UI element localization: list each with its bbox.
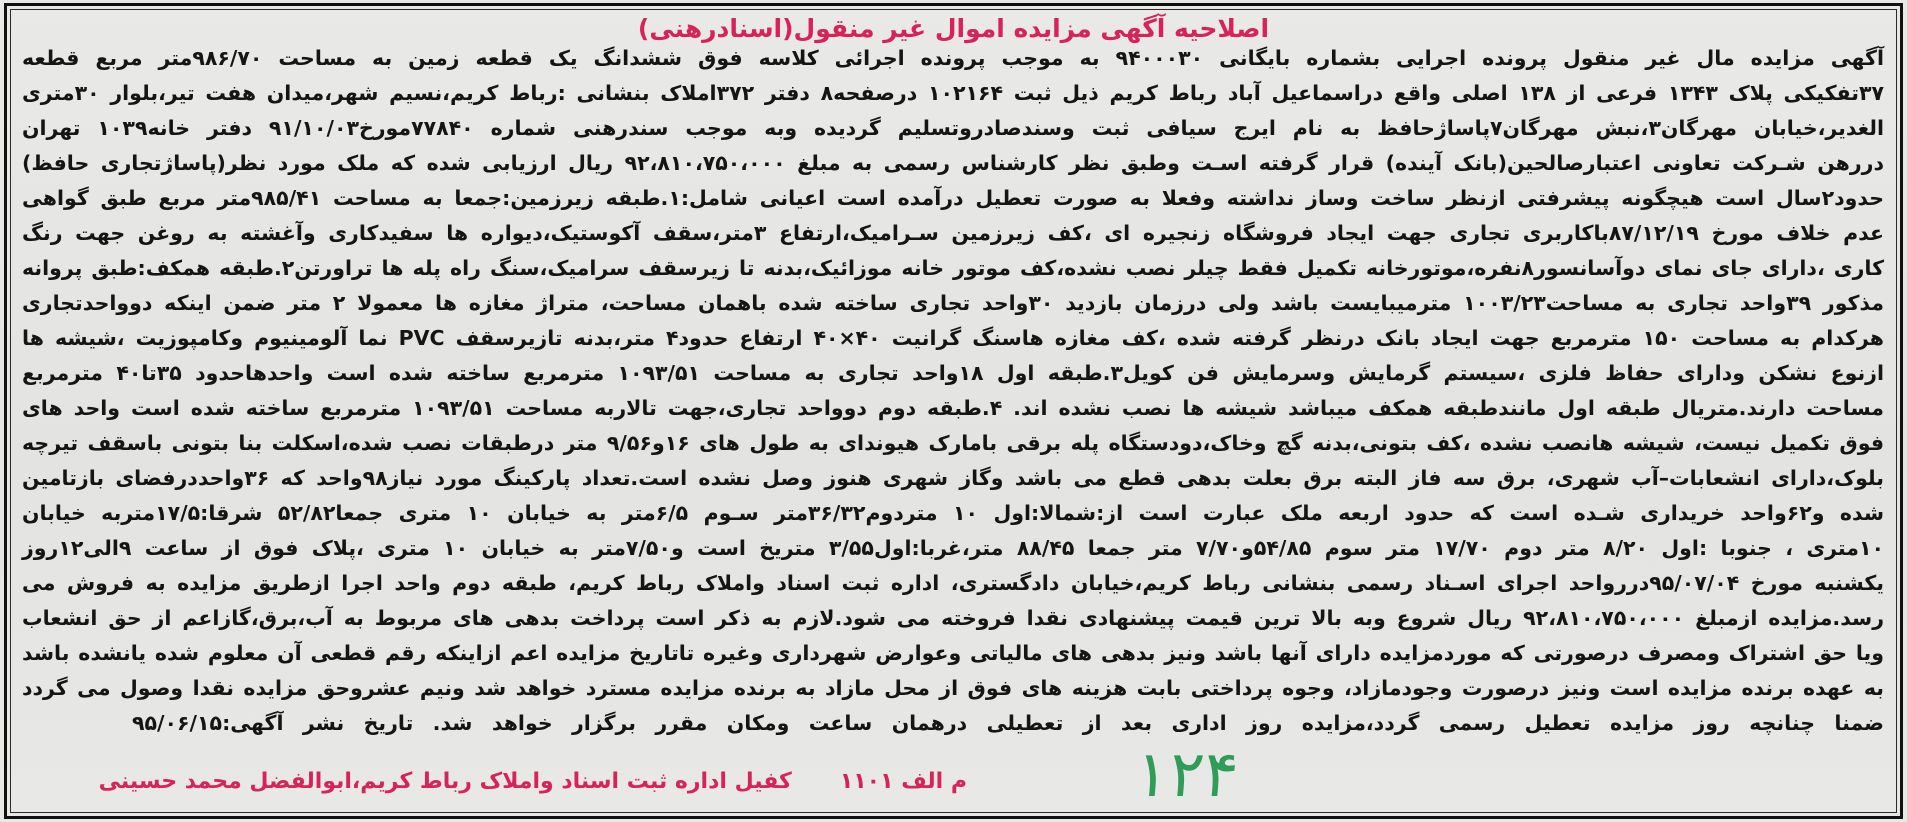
notice-line: هرکدام به مساحت ۱۵۰ مترمربع جهت ایجاد بانک درنظر گرفته شده ،کف مغازه هاسنگ گرانیت ۴۰×۴۰ ارتفاع حدود۴ متر،بدنه تازیرسقف PVC نما آلومینیوم وکامپوزیت ،شیشه ها	[22, 326, 1884, 350]
notice-line: ۱۰متری ، جنوبا :اول ۸/۲۰ متر دوم ۱۷/۷۰ متر سوم ۵۴/۸۵و۷/۷۰ متر جمعا ۸۸/۴۵ متر،غربا:اول۳/۵۵ متریخ است و۷/۵۰متر به خیابان ۱۰ متری ،پلاک فوق از ساعت ۹الی۱۲روز	[22, 536, 1885, 560]
notice-line: ویا حق اشتراک ومصرف درصورتی که موردمزایده دارای آنها باشد ونیز بدهی های مالیاتی وعوارض شهرداری وغیره تاتاریخ مزایده اعم ازاینکه رقم قطعی آن معلوم شده یانشده باشد	[22, 641, 1884, 665]
notice-body	[22, 41, 1884, 741]
notice-line: رسد.مزایده ازمبلغ ۹۲،۸۱۰،۷۵۰،۰۰۰ ریال شروع وبه بالا ترین قیمت پیشنهادی نقدا فروخته می شود.لازم به ذکر است پرداخت بدهی های مربوط به آب،برق،گازاعم از حق انشعاب	[22, 606, 1884, 630]
notice-line: فوق تکمیل نیست، شیشه هانصب نشده ،کف بتونی،بدنه گچ وخاک،دودستگاه پله برقی بامارک هیوندای به طول های ۱۶و۹/۵۶ متر درطبقات نصب شده،اسکلت بنا بتونی باسقف تیرچه	[22, 431, 1884, 455]
notice-title: اصلاحیه آگهی مزایده اموال غیر منقول(اسنادرهنی)	[637, 14, 1270, 43]
notice-line: شده و۶۲واحد خریداری شـده است که حدود اربعه ملک عبارت است از:شمالا:اول ۱۰ متردوم۳۶/۳۲متر سـوم ۶/۵متر به خیابان ۱۰ متری جمعا۵۲/۸۲ شرقا:۱۷/۵متربه خیابان	[22, 501, 1885, 525]
notice-line: دررهن شـرکت تعاونی اعتبارصالحین(بانک آینده) قرار گرفته اسـت وطبق نظر کارشناس رسمی به مبلغ ۹۲،۸۱۰،۷۵۰،۰۰۰ ریال ارزیابی شده که ملک مورد نظر(پاساژتجاری حافظ)	[22, 151, 1884, 175]
notice-line: ضمنا چنانچه روز مزایده تعطیل رسمی گردد،مزایده روز اداری بعد از تعطیلی درهمان ساعت ومکان مقرر برگزار خواهد شد. تاریخ نشر آگهی:۹۵/۰۶/۱۵	[132, 711, 1884, 735]
notice-reference-number: م الف ۱۱۰۱	[839, 769, 967, 794]
notice-line: مذکور ۳۹واحد تجاری به مساحت۱۰۰۳/۲۳ مترمیبایست باشد ولی درزمان بازدید ۳۰واحد تجاری ساخته شده باهمان مساحت، متراژ مغازه ها معمولا ۲ متر ضمن اینکه دوواحدتجاری	[22, 291, 1884, 315]
notice-line: مساحت دارند.متریال طبقه اول مانندطبقه همکف میباشد شیشه ها نصب نشده اند. ۴.طبقه دوم دوواحد تجاری،جهت تالاربه مساحت ۱۰۹۳/۵۱ مترمربع ساخته شده است واحد های	[22, 396, 1884, 420]
handwritten-number: ۱۲۴	[1131, 738, 1243, 812]
notice-footer	[99, 764, 967, 800]
notice-line: آگهی مزایده مال غیر منقول پرونده اجرایی بشماره بایگانی ۹۴۰۰۰۳۰ به موجب پرونده اجرائی کلاسه فوق ششدانگ یک قطعه زمین به مساحت ۹۸۶/۷۰متر مربع قطعه	[22, 46, 1884, 70]
notice-line: عدم خلاف مورخ ۸۷/۱۲/۱۹باکاربری تجاری جهت ایجاد فروشگاه زنجیره ای ،کف زیرزمین سـرامیک،ارتفاع ۳متر،سقف آکوستیک،دیواره ها سفیدکاری وآغشته به روغن جهت رنگ	[22, 221, 1885, 245]
notice-line: به عهده برنده مزایده است ونیز درصورت وجودمازاد، وجوه پرداختی بابت هزینه های فوق از محل مازاد به برنده مزایده مسترد خواهد شد ونیم عشروحق مزایده نقدا وصول می گردد	[22, 676, 1884, 700]
notice-line: کاری ،دارای جای نمای دوآسانسور۸نفره،موتورخانه تکمیل فقط چیلر نصب نشده،کف موتور خانه موزائیک،بدنه تا زیرسقف سرامیک،سنگ راه پله ها تراورتن۲.طبقه همکف:طبق پروانه	[22, 256, 1884, 280]
notice-line: بلوک،دارای انشعابات–آب شهری، برق سه فاز البته برق بعلت بدهی قطع می باشد وگاز شهری هنوز وصل نشده است.تعداد پارکینگ مورد نیاز۹۸واحد که ۳۶واحددرفضای بازتامین	[22, 466, 1884, 490]
notice-line: الغدیر،خیابان مهرگان۳،نبش مهرگان۷پاساژحافظ به نام ایرج سیافی ثبت وسندصادروتسلیم گردیده وبه موجب سندرهنی شماره ۷۷۸۴۰مورخ۹۱/۱۰/۰۳ دفتر خانه۱۰۳۹ تهران	[22, 116, 1884, 140]
notice-line: یکشنبه مورخ ۹۵/۰۷/۰۴دررواحد اجرای اسـناد رسمی بنشانی رباط کریم،خیابان دادگستری، اداره ثبت اسناد واملاک رباط کریم، طبقه دوم واحد اجرا ازطریق مزایده به فروش می	[22, 571, 1884, 595]
signatory: کفیل اداره ثبت اسناد واملاک رباط کریم،ابوالفضل محمد حسینی	[98, 769, 792, 794]
notice-line: حدود۲سال است هیچگونه پیشرفتی ازنظر ساخت وساز نداشته وفعلا به صورت تعطیل درآمده است اعیانی شامل:۱.طبقه زیرزمین:جمعا به مساحت ۹۸۵/۴۱متر مربع طبق گواهی	[22, 186, 1884, 210]
notice-line: ازنوع نشکن ودارای حفاظ فلزی ،سیستم گرمایش وسرمایش فن کویل۳.طبقه اول ۱۸واحد تجاری به مساحت ۱۰۹۳/۵۱ مترمربع ساخته شده است واحدهاحدود ۳۵تا۴۰ مترمربع	[22, 361, 1884, 385]
notice-line: ۳۷تفکیکی پلاک ۱۳۴۳ فرعی از ۱۳۸ اصلی واقع دراسماعیل آباد رباط کریم ذیل ثبت ۱۰۲۱۶۴ درصفحه۸ دفتر ۳۷۲املاک بنشانی :رباط کریم،نسیم شهر،میدان هفت تیر،بلوار ۳۰متری	[22, 81, 1884, 105]
